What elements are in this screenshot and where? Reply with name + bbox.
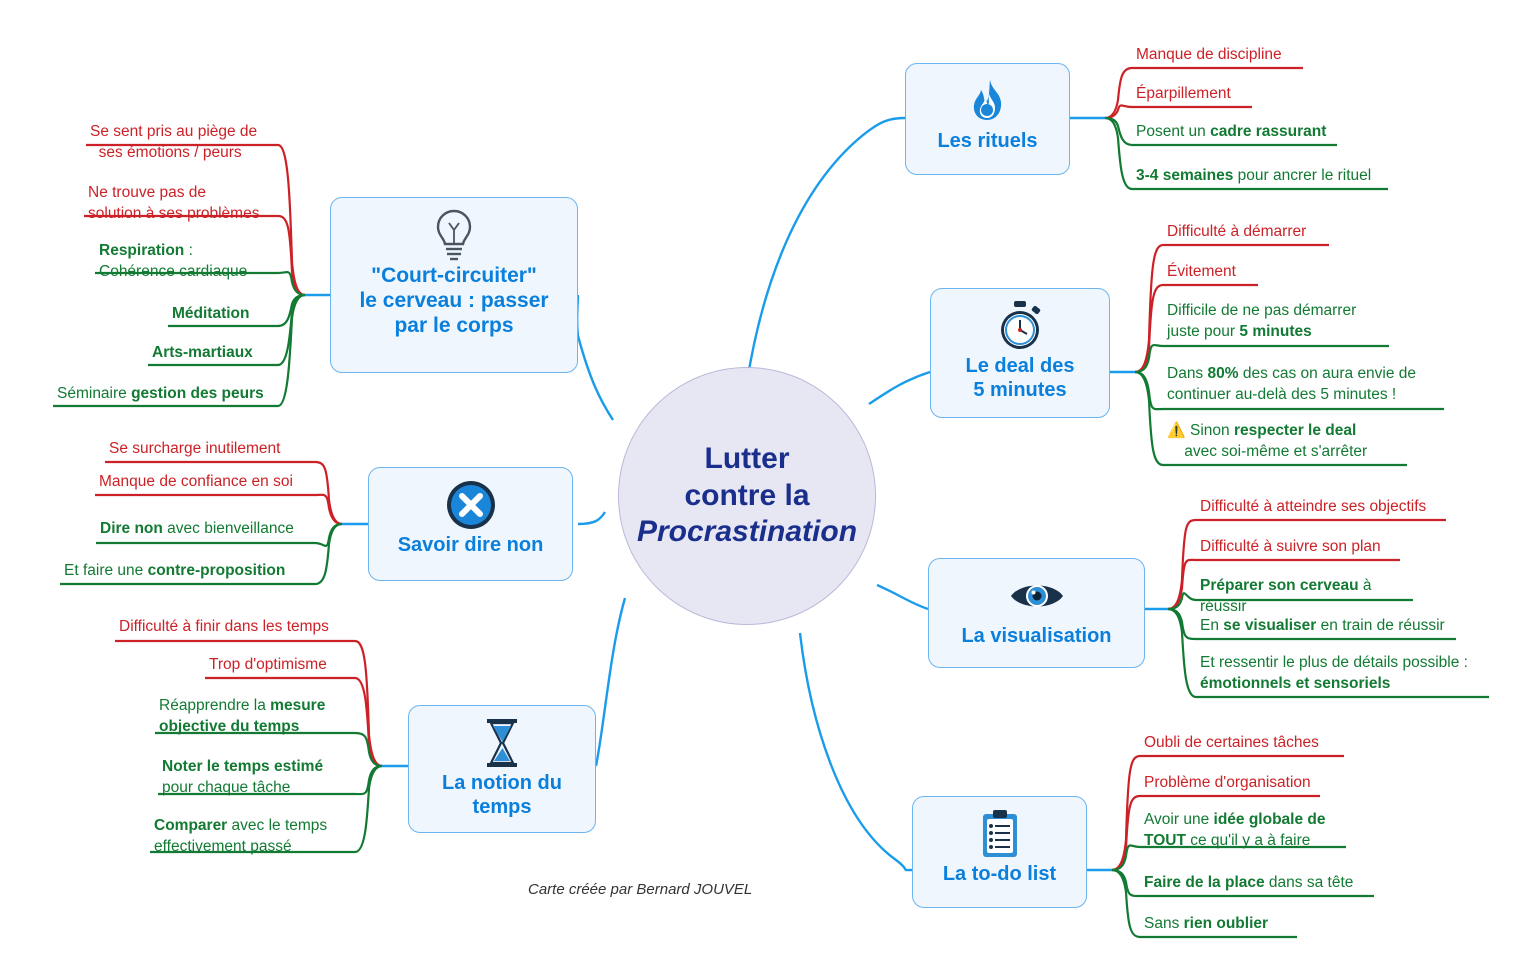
branch-visualisation[interactable] [928, 558, 1145, 668]
leaf-comparer-temps [150, 815, 355, 862]
leaf-emotionnels-sensoriels [1196, 652, 1501, 699]
leaf-text: Évitement [1167, 263, 1236, 280]
branch-to-do-list[interactable] [912, 796, 1087, 908]
leaf-text: Dans 80% des cas on aura envie de continuer au-delà des 5 minutes ! [1167, 365, 1417, 403]
leaf-atteindre-objectifs [1196, 496, 1461, 523]
leaf-evitement [1163, 261, 1313, 288]
leaf-faire-de-la-place [1140, 872, 1385, 899]
branch-label: Le deal des 5 minutes [965, 355, 1075, 401]
leaf-text: Noter le temps estimé pour chaque tâche [162, 758, 324, 796]
clipboard-icon [979, 807, 1021, 861]
leaf-text: Trop d'optimisme [209, 656, 327, 673]
leaf-trop-optimisme [205, 654, 355, 681]
leaf-text: Préparer son cerveau à réussir [1200, 577, 1372, 615]
leaf-probleme-organisation [1140, 772, 1350, 799]
stopwatch-icon [995, 299, 1045, 353]
leaf-juste-pour-5-minutes [1163, 300, 1403, 347]
leaf-text: Avoir une idée globale de TOUT ce qu'il y a à faire [1144, 811, 1326, 849]
flame-icon [966, 74, 1010, 128]
leaf-text: Respiration : Cohérence cardiaque [99, 242, 248, 280]
leaf-text: Faire de la place dans sa tête [1144, 874, 1354, 891]
branch-deal-5-minutes[interactable] [930, 288, 1110, 418]
leaf-text: Ne trouve pas de solution à ses problèmes [88, 184, 260, 222]
branch-label: Les rituels [937, 130, 1038, 152]
leaf-manque-de-discipline [1132, 44, 1322, 71]
map-credit: Carte créée par Bernard JOUVEL [528, 881, 753, 898]
leaf-text: Posent un cadre rassurant [1136, 123, 1327, 140]
branch-label: Savoir dire non [397, 534, 544, 556]
leaf-text: Difficulté à suivre son plan [1200, 538, 1381, 555]
leaf-text: Manque de confiance en soi [99, 473, 293, 490]
lightbulb-icon [431, 208, 477, 262]
leaf-80-pourcent [1163, 363, 1453, 410]
leaf-text: Difficulté à finir dans les temps [119, 618, 329, 635]
leaf-respecter-le-deal [1163, 420, 1423, 467]
cross-circle-icon [445, 478, 497, 532]
leaf-text: Oubli de certaines tâches [1144, 734, 1319, 751]
leaf-manque-confiance [95, 471, 310, 498]
leaf-sans-rien-oublier [1140, 913, 1310, 940]
leaf-mesure-objective [155, 695, 355, 742]
center-line-2: contre la [684, 478, 810, 512]
leaf-text: Séminaire gestion des peurs [57, 385, 264, 402]
leaf-text: Difficulté à atteindre ses objectifs [1200, 498, 1427, 515]
branch-notion-du-temps[interactable] [408, 705, 596, 833]
leaf-se-surcharge [105, 438, 305, 465]
center-line-1: Lutter [704, 442, 790, 476]
leaf-oubli-taches [1140, 732, 1360, 759]
warning-icon: ⚠️ [1167, 422, 1186, 439]
branch-les-rituels[interactable] [905, 63, 1070, 175]
leaf-text: 3-4 semaines pour ancrer le rituel [1136, 167, 1372, 184]
leaf-idee-globale [1140, 809, 1360, 856]
leaf-cadre-rassurant [1132, 121, 1347, 148]
leaf-text: Comparer avec le temps effectivement passé [154, 817, 328, 855]
branch-label: La to-do list [942, 863, 1057, 885]
leaf-text: Dire non avec bienveillance [100, 520, 294, 537]
hourglass-icon [481, 716, 523, 770]
leaf-text: Difficile de ne pas démarrer juste pour 5 minutes [1167, 302, 1357, 340]
leaf-respiration [95, 240, 280, 287]
leaf-text: Et ressentir le plus de détails possible : émotionnels et sensoriels [1200, 654, 1468, 692]
leaf-text: ⚠️ Sinon respecter le deal avec soi-même et s'arrêter [1167, 422, 1368, 460]
leaf-text: Difficulté à démarrer [1167, 223, 1307, 240]
leaf-meditation [168, 303, 288, 330]
branch-label: La notion du temps [442, 772, 562, 818]
branch-savoir-dire-non[interactable] [368, 467, 573, 581]
leaf-text: En se visualiser en train de réussir [1200, 617, 1445, 634]
leaf-text: Et faire une contre-proposition [64, 562, 286, 579]
center-line-3: Procrastination [636, 515, 858, 549]
leaf-text: Problème d'organisation [1144, 774, 1311, 791]
leaf-text: Manque de discipline [1136, 46, 1282, 63]
leaf-suivre-son-plan [1196, 536, 1416, 563]
branch-label: "Court-circuiter" le cerveau : passer par le corps [359, 264, 549, 337]
leaf-seminaire-gestion-peurs [53, 383, 288, 410]
leaf-contre-proposition [60, 560, 310, 587]
leaf-pris-au-piege [86, 121, 286, 168]
center-node [618, 367, 876, 625]
leaf-text: Arts-martiaux [152, 344, 253, 361]
eye-icon [1008, 569, 1066, 623]
leaf-difficulte-a-demarrer [1163, 221, 1353, 248]
leaf-noter-temps-estime [158, 756, 358, 803]
leaf-text: Éparpillement [1136, 85, 1231, 102]
leaf-text: Méditation [172, 305, 250, 322]
leaf-3-4-semaines [1132, 165, 1398, 192]
leaf-text: Se surcharge inutilement [109, 440, 281, 457]
leaf-eparpillement [1132, 83, 1302, 110]
branch-court-circuiter[interactable] [330, 197, 578, 373]
leaf-difficulte-finir [115, 616, 355, 643]
leaf-text: Se sent pris au piège de ses émotions / peurs [90, 123, 258, 161]
leaf-text: Sans rien oublier [1144, 915, 1269, 932]
leaf-arts-martiaux [148, 342, 288, 369]
leaf-se-visualiser [1196, 615, 1466, 642]
leaf-dire-non-bienveillance [96, 518, 316, 545]
leaf-text: Réapprendre la mesure objective du temps [159, 697, 326, 735]
branch-label: La visualisation [961, 625, 1112, 647]
leaf-pas-de-solution [84, 182, 279, 229]
